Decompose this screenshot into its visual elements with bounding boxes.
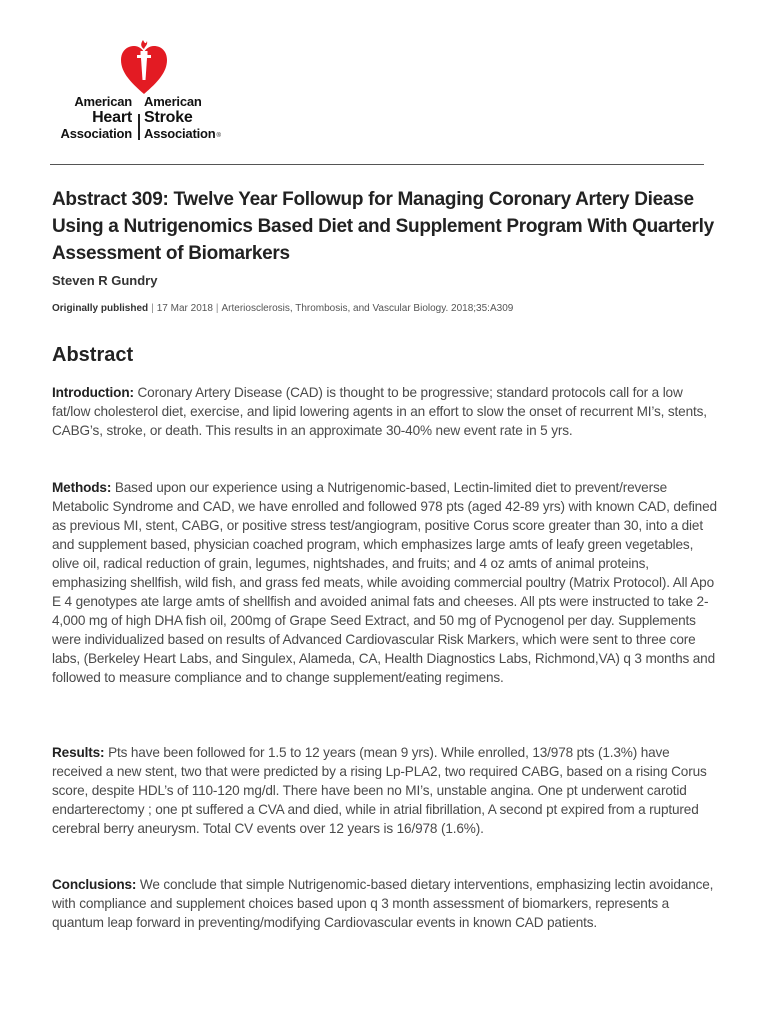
registered-mark: ® — [216, 133, 221, 139]
section-text: Based upon our experience using a Nutrigenomic-based, Lectin-limited diet to prevent/reverse Metabolic Syndrome and CAD, we have enrolled and followed 978 pts (aged 42-89 yrs) with known CAD, defined as previous MI, stent, CABG, or positive stress test/angiogram, positive Corus score greater than 30, into a diet and supplement based, physician coached program, which emphasizes large amts of leafy green vegetables, olive oil, radical reduction of grain, legumes, nightshades, and fruits; and 4 oz amts of animal proteins, emphasizing shellfish, wild fish, and grass fed meats, while avoiding commercial poultry (Matrix Protocol). All Apo E 4 genotypes ate large amts of shellfish and avoided animal fats and cheeses. All pts were instructed to take 2-4,000 mg of high DHA fish oil, 200mg of Grape Seed Extract, and 50 mg of Pycnogenol per day. Supplements were individualized based on results of Advanced Cardiovascular Risk Markers, which were sent to three core labs, (Berkeley Heart Labs, and Singulex, Alameda, CA, Health Diagnostics Labs, Richmond,VA) q 3 months and followed to measure compliance and to change supplement/eating regimens. — [52, 480, 717, 685]
header-divider — [50, 164, 704, 165]
logo-text: Association — [60, 126, 132, 141]
heart-torch-icon — [120, 38, 168, 96]
publication-date: 17 Mar 2018 — [156, 303, 213, 314]
article-title: Abstract 309: Twelve Year Followup for Managing Coronary Artery Diease Using a Nutrigenomics Based Diet and Supplement Program With Quarterly Assessment of Biomarkers — [52, 189, 714, 264]
section-text: Pts have been followed for 1.5 to 12 years (mean 9 yrs). While enrolled, 13/978 pts (1.3%) have received a new stent, two that were predicted by a rising Lp-PLA2, two required CABG, based on a rising Corus score, despite HDL’s of 110-120 mg/dl. There have been no MI’s, unstable angina. One pt underwent carotid endarterectomy ; one pt suffered a CVA and died, while in atrial fibrillation, A second pt expired from a ruptured cerebral berry aneurysm. Total CV events over 12 years is 16/978 (1.6%). — [52, 745, 707, 836]
section-label: Results: — [52, 745, 105, 760]
section-text: We conclude that simple Nutrigenomic-based dietary interventions, emphasizing lectin avoidance, with compliance and supplement choices based upon q 3 month assessment of biomarkers, represents a quantum leap forward in preventing/modifying Cardiovascular events in known CAD patients. — [52, 877, 714, 930]
logo-text: Stroke — [144, 109, 193, 126]
section-label: Methods: — [52, 480, 112, 495]
journal-citation[interactable]: Arteriosclerosis, Thrombosis, and Vascular Biology. 2018;35:A309 — [221, 303, 514, 314]
abstract-results — [52, 743, 722, 838]
logo-divider — [138, 114, 140, 140]
logo-text: American — [74, 94, 132, 109]
section-label: Conclusions: — [52, 877, 137, 892]
logo-text: Association — [144, 126, 216, 141]
abstract-conclusions — [52, 875, 722, 932]
abstract-heading: Abstract — [52, 344, 134, 366]
published-label: Originally published — [52, 303, 149, 314]
meta-separator: | — [151, 303, 154, 314]
american-heart-association-wordmark — [60, 94, 132, 142]
aha-asa-logo — [60, 38, 260, 143]
meta-separator: | — [215, 303, 219, 314]
abstract-methods — [52, 478, 722, 687]
section-text: Coronary Artery Disease (CAD) is thought to be progressive; standard protocols call for a low fat/low cholesterol diet, exercise, and lipid lowering agents in an effort to slow the onset of recurrent MI’s, stents, CABG’s, stroke, or death. This results in an approximate 30-40% new event rate in 5 yrs. — [52, 385, 707, 438]
logo-text: American — [144, 94, 202, 109]
abstract-introduction — [52, 383, 722, 440]
american-stroke-association-wordmark — [144, 94, 221, 144]
publication-meta — [52, 303, 513, 314]
author-name[interactable]: Steven R Gundry — [52, 273, 158, 288]
logo-text: Heart — [92, 109, 132, 126]
section-label: Introduction: — [52, 385, 134, 400]
